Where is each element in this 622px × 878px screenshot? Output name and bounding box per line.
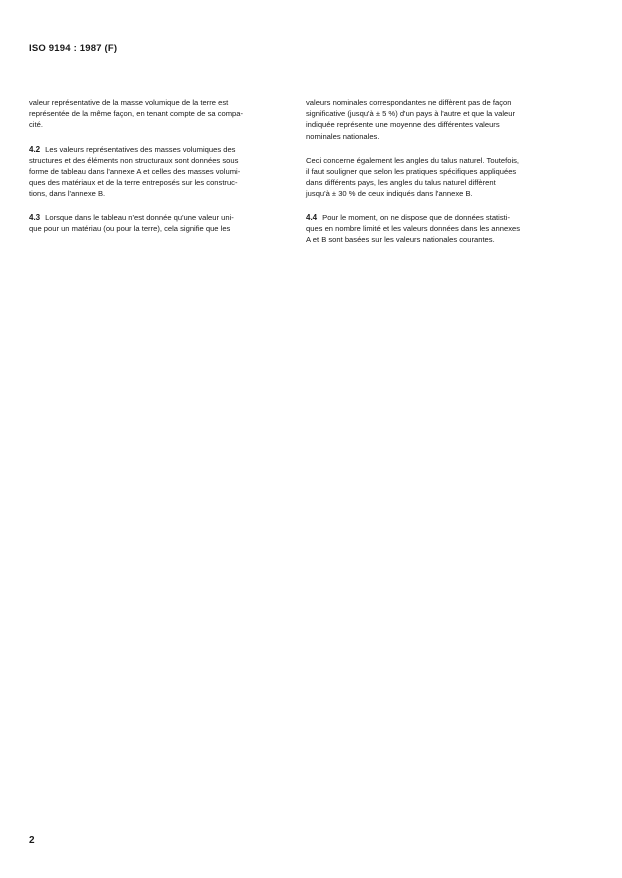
text-line: valeur représentative de la masse volumique de la terre est: [29, 98, 229, 107]
text-line: nominales nationales.: [306, 131, 380, 141]
text-line: jusqu'à ± 30 % de ceux indiqués dans l'annexe B.: [306, 189, 473, 199]
clause-number: 4.3: [29, 212, 41, 222]
paragraph-4-2: [29, 144, 285, 200]
clause-number: 4.4: [306, 212, 318, 222]
text-line-content: Lorsque dans le tableau n'est donnée qu'une valeur uni-: [45, 212, 234, 222]
text-line: [29, 144, 285, 155]
text-line: dans différents pays, les angles du talus naturel diffèrent: [306, 178, 496, 188]
left-column: [29, 97, 285, 246]
text-line-content: Les valeurs représentatives des masses volumiques des: [45, 144, 236, 154]
paragraph-angles: [306, 155, 562, 200]
text-line: indiquée représente une moyenne des différentes valeurs: [306, 120, 500, 130]
text-line: forme de tableau dans l'annexe A et celles des masses volumi-: [29, 167, 241, 177]
text-line: Ceci concerne également les angles du talus naturel. Toutefois,: [306, 155, 520, 165]
text-line: tions, dans l'annexe B.: [29, 189, 106, 199]
paragraph-intro: [29, 97, 285, 131]
text-line: structures et des éléments non structuraux sont données sous: [29, 155, 239, 165]
text-line: valeurs nominales correspondantes ne diffèrent pas de façon: [306, 98, 512, 107]
text-line: [29, 212, 285, 223]
page-number: 2: [29, 835, 35, 846]
text-line: A et B sont basées sur les valeurs nationales courantes.: [306, 235, 495, 245]
text-line: significative (jusqu'à ± 5 %) d'un pays à l'autre et que la valeur: [306, 109, 516, 119]
text-line: ques des matériaux et de la terre entreposés sur les construc-: [29, 178, 238, 188]
text-line: il faut souligner que selon les pratiques spécifiques appliquées: [306, 167, 517, 177]
paragraph-continuation: [306, 97, 562, 142]
clause-number: 4.2: [29, 144, 41, 154]
right-column: [306, 97, 562, 257]
paragraph-4-3: [29, 212, 285, 234]
text-line: cité.: [29, 120, 43, 130]
text-line-content: Pour le moment, on ne dispose que de données statisti-: [322, 212, 510, 222]
text-line: représentée de la même façon, en tenant compte de sa compa-: [29, 109, 244, 119]
document-header: ISO 9194 : 1987 (F): [29, 43, 118, 54]
text-line: ques en nombre limité et les valeurs données dans les annexes: [306, 223, 521, 233]
paragraph-4-4: [306, 212, 562, 246]
text-line: que pour un matériau (ou pour la terre), cela signifie que les: [29, 223, 231, 233]
text-line: [306, 212, 562, 223]
